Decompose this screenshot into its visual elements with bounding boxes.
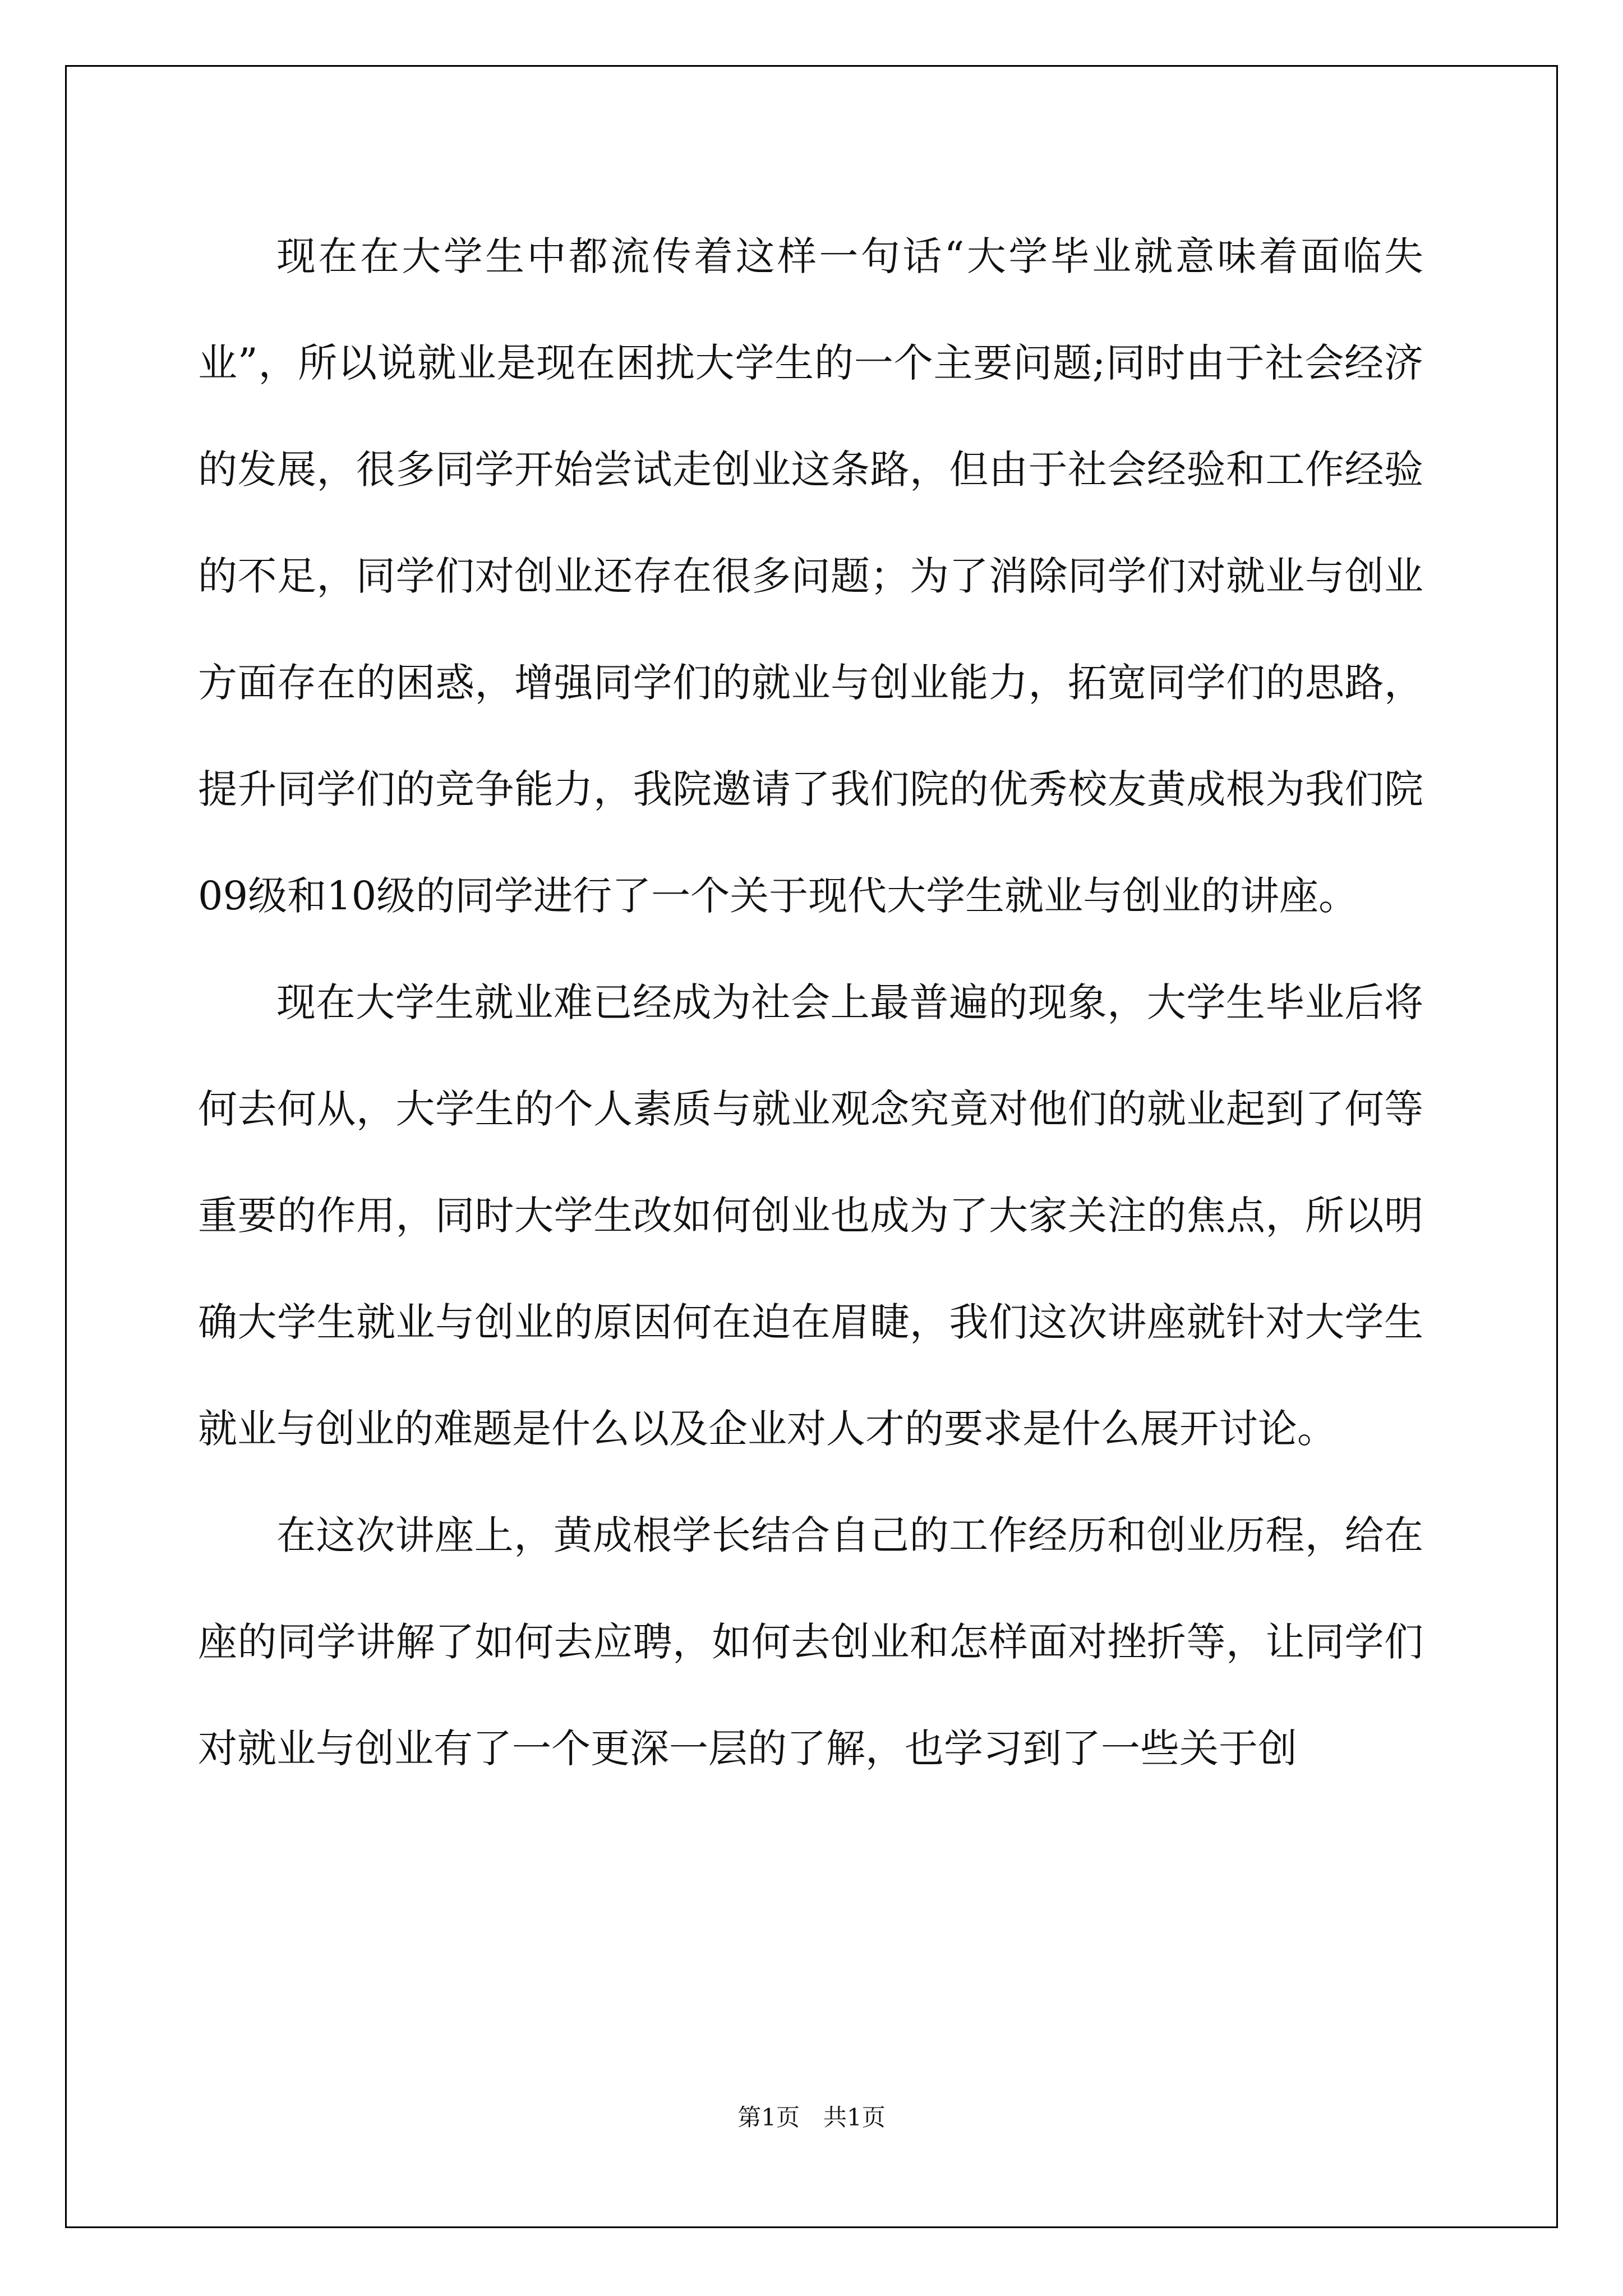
page-number-footer: 第1页 共1页 [737, 2104, 886, 2131]
document-body [198, 203, 1423, 1802]
paragraph-2: 现在大学生就业难已经成为社会上最普遍的现象，大学生毕业后将何去何从，大学生的个人素质与就业观念究竟对他们的就业起到了何等重要的作用，同时大学生改如何创业也成为了大家关注的焦点，所以明确大学生就业与创业的原因何在迫在眉睫，我们这次讲座就针对大学生就业与创业的难题是什么以及企业对人才的要求是什么展开讨论。 [198, 979, 1423, 1452]
paragraph-1: 现在在大学生中都流传着这样一句话“大学毕业就意味着面临失业”，所以说就业是现在困扰大学生的一个主要问题;同时由于社会经济的发展，很多同学开始尝试走创业这条路，但由于社会经验和工作经验的不足，同学们对创业还存在很多问题；为了消除同学们对就业与创业方面存在的困惑，增强同学们的就业与创业能力，拓宽同学们的思路，提升同学们的竞争能力，我院邀请了我们院的优秀校友黄成根为我们院09级和10级的同学进行了一个关于现代大学生就业与创业的讲座。 [198, 233, 1423, 919]
paragraph-3: 在这次讲座上，黄成根学长结合自己的工作经历和创业历程，给在座的同学讲解了如何去应聘，如何去创业和怎样面对挫折等，让同学们对就业与创业有了一个更深一层的了解，也学习到了一些关于创 [198, 1512, 1423, 1772]
